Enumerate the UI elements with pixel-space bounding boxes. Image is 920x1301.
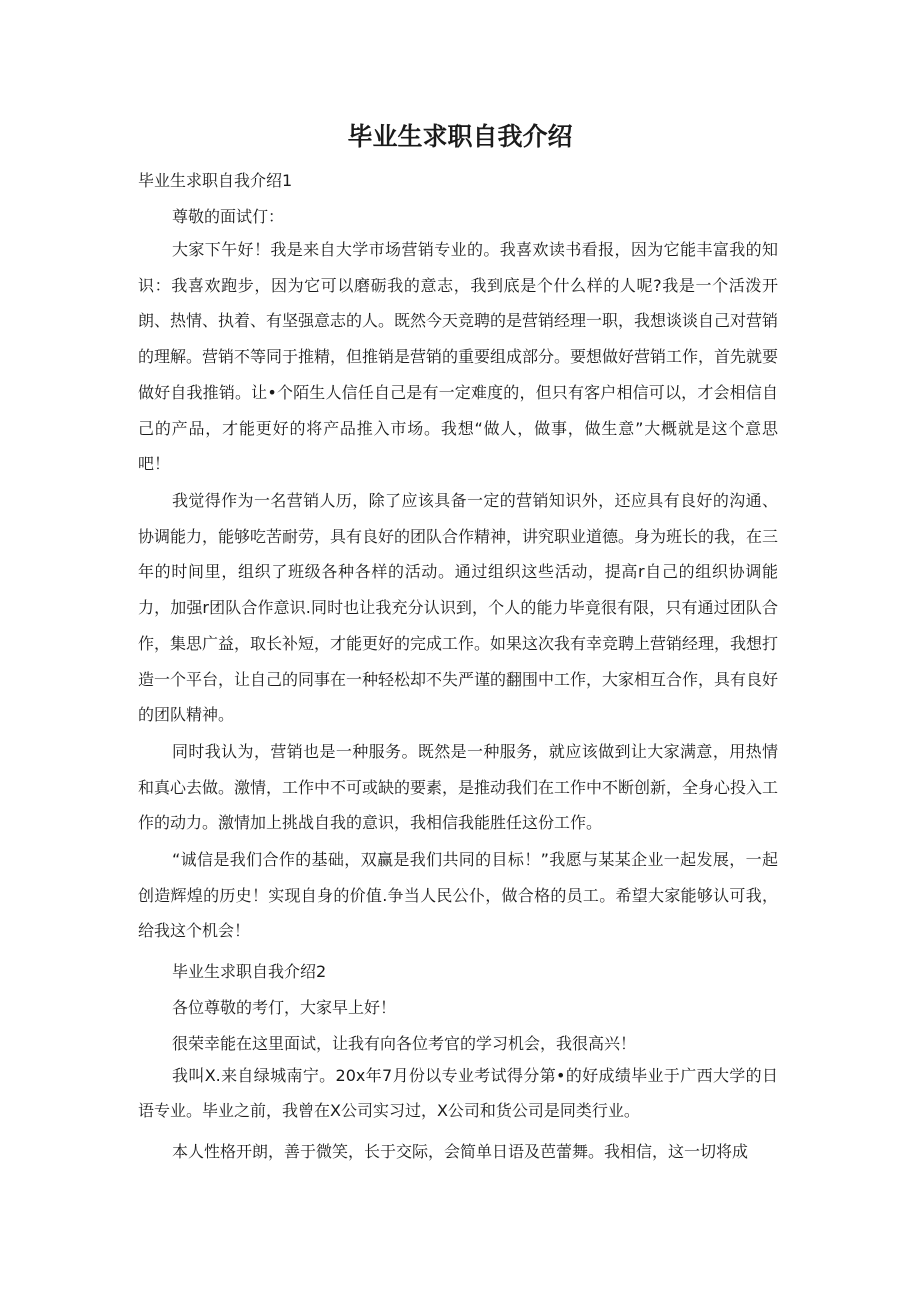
paragraph-1-3: 同时我认为，营销也是一种服务。既然是一种服务，就应该做到让大家满意，用热情和真心去做。激情，工作中不可或缺的要素，是推动我们在工作中不断创新，全身心投入工作的动力。激情加上挑战自我的意识，我相信我能胜任这份工作。 bbox=[138, 742, 779, 833]
page-title: 毕业生求职自我介绍 bbox=[347, 122, 573, 151]
greeting-line-3: 很荣幸能在这里面试，让我有向各位考官的学习机会，我很高兴！ bbox=[172, 1034, 637, 1053]
section-heading-2: 毕业生求职自我介绍2 bbox=[172, 962, 327, 981]
greeting-line-2: 各位尊敬的考仃，大家早上好！ bbox=[172, 998, 397, 1017]
paragraph-1-4: “诚信是我们合作的基础，双赢是我们共同的目标！”我愿与某某企业一起发展，一起创造辉煌的历史！实现自身的价值.争当人民公仆，做合格的员工。希望大家能够认可我，给我这个机会！ bbox=[138, 850, 778, 941]
section-heading-1: 毕业生求职自我介绍1 bbox=[138, 171, 293, 190]
paragraph-1-2: 我觉得作为一名营销人历，除了应该具备一定的营销知识外，还应具有良好的沟通、协调能力，能够吃苦耐劳，具有良好的团队合作精神，讲究职业道德。身为班长的我，在三年的时间里，组织了班级各种各样的活动。通过组织这些活动，提高r自己的组织协调能力，加强r团队合作意识.同时也让我充分认识到，个人的能力毕竟很有限，只有通过团队合作，集思广益，取长补短，才能更好的完成工作。如果这次我有幸竞聘上营销经理，我想打造一个平台，让自己的同事在一种轻松却不失严谨的翻围中工作，大家相互合作，具有良好的团队精神。 bbox=[138, 491, 779, 725]
paragraph-2-2: 本人性格开朗，善于微笑，长于交际，会简单日语及芭蕾舞。我相信，这一切将成 bbox=[172, 1142, 749, 1161]
salutation-1: 尊敬的面试仃： bbox=[172, 207, 285, 226]
paragraph-1-1: 大家下午好！我是来自大学市场营销专业的。我喜欢读书看报，因为它能丰富我的知识：我喜欢跑步，因为它可以磨砺我的意志，我到底是个什么样的人呢?我是一个活泼开朗、热情、执着、有坚强意志的人。既然今天竞聘的是营销经理一职，我想谈谈自己对营销的理解。营销不等同于推精，但推销是营销的重要组成部分。要想做好营销工作，首先就要做好自我推销。让•个陌生人信任自己是有一定难度的，但只有客户相信可以，才会相信自己的产品，才能更好的将产品推入市场。我想“做人，做事，做生意”大概就是这个意思吧！ bbox=[138, 240, 779, 474]
paragraph-2-1: 我叫X.来自绿城南宁。20x年7月份以专业考试得分第•的好成绩毕业于广西大学的日语专业。毕业之前，我曾在X公司实习过，X公司和货公司是同类行业。 bbox=[138, 1066, 778, 1121]
